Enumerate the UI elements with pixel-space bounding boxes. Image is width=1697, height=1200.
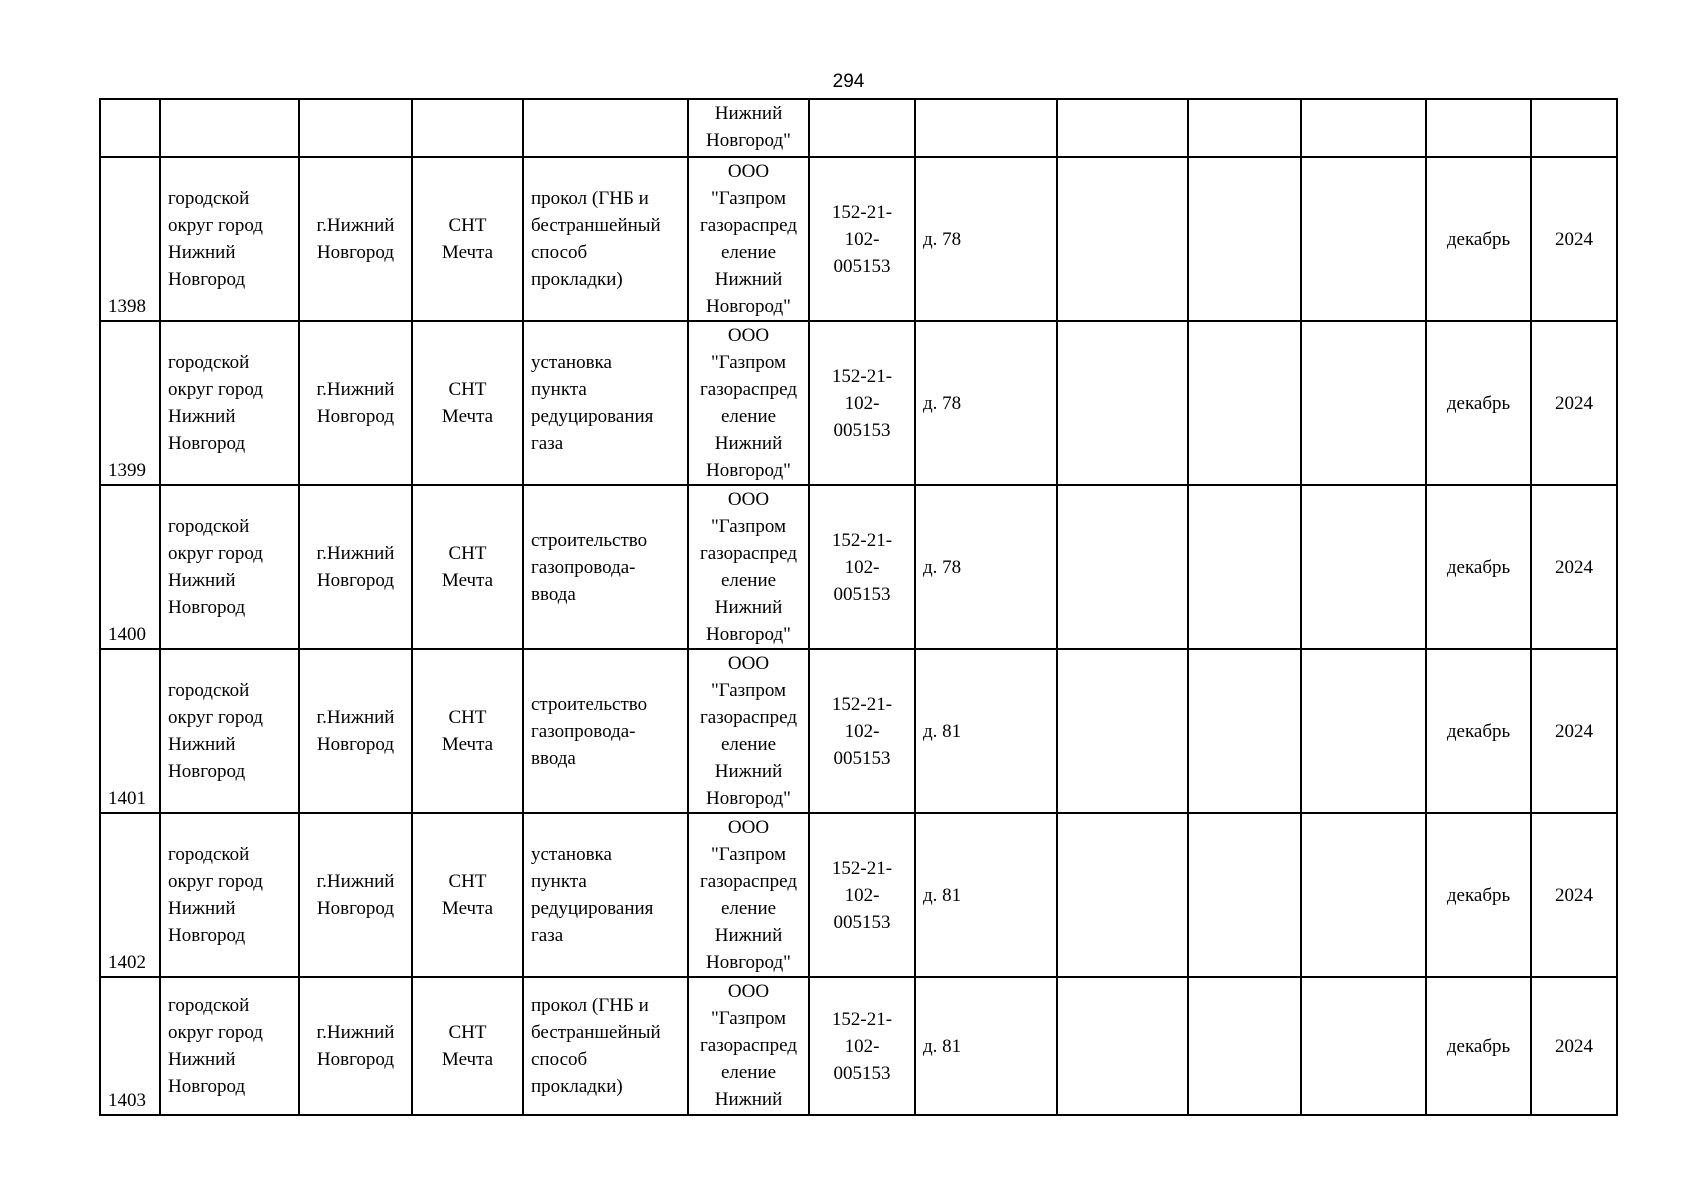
cell-empty-1: [1057, 321, 1188, 485]
cell-empty-2: [1188, 321, 1301, 485]
table-row: [100, 485, 1617, 649]
cell-year: 2024: [1531, 157, 1617, 321]
table-row: [100, 813, 1617, 977]
cell-district: городской округ город Нижний Новгород: [160, 813, 299, 977]
cell-year: [1531, 99, 1617, 157]
cell-num: 1403: [100, 977, 160, 1115]
cell-house: д. 81: [915, 977, 1057, 1115]
cell-num: 1402: [100, 813, 160, 977]
cell-work: прокол (ГНБ и бестраншейный способ прокладки): [523, 977, 688, 1115]
cell-empty-3: [1301, 977, 1426, 1115]
cell-month: декабрь: [1426, 485, 1531, 649]
cell-org: Нижний Новгород": [688, 99, 809, 157]
cell-org: ООО "Газпром газораспред еление Нижний Новгород": [688, 813, 809, 977]
cell-house: д. 81: [915, 813, 1057, 977]
cell-work: установка пункта редуцирования газа: [523, 321, 688, 485]
continuation-row: [100, 99, 1617, 157]
cell-year: 2024: [1531, 813, 1617, 977]
cell-work: строительство газопровода- ввода: [523, 649, 688, 813]
cell-empty-3: [1301, 485, 1426, 649]
cell-month: декабрь: [1426, 977, 1531, 1115]
cell-org: ООО "Газпром газораспред еление Нижний Новгород": [688, 157, 809, 321]
cell-empty-1: [1057, 157, 1188, 321]
cell-city: [299, 99, 412, 157]
cell-work: установка пункта редуцирования газа: [523, 813, 688, 977]
cell-empty-1: [1057, 649, 1188, 813]
cell-year: 2024: [1531, 485, 1617, 649]
cell-code: 152-21- 102- 005153: [809, 977, 915, 1115]
cell-settlement: СНТ Мечта: [412, 485, 523, 649]
cell-empty-1: [1057, 99, 1188, 157]
cell-settlement: СНТ Мечта: [412, 157, 523, 321]
cell-district: городской округ город Нижний Новгород: [160, 157, 299, 321]
cell-city: г.Нижний Новгород: [299, 157, 412, 321]
cell-district: городской округ город Нижний Новгород: [160, 977, 299, 1115]
cell-district: [160, 99, 299, 157]
register-table: [99, 98, 1618, 1116]
cell-month: [1426, 99, 1531, 157]
cell-empty-2: [1188, 485, 1301, 649]
cell-num: 1400: [100, 485, 160, 649]
cell-org: ООО "Газпром газораспред еление Нижний: [688, 977, 809, 1115]
cell-house: [915, 99, 1057, 157]
cell-district: городской округ город Нижний Новгород: [160, 485, 299, 649]
cell-empty-2: [1188, 813, 1301, 977]
cell-num: 1401: [100, 649, 160, 813]
cell-year: 2024: [1531, 977, 1617, 1115]
cell-org: ООО "Газпром газораспред еление Нижний Новгород": [688, 485, 809, 649]
cell-month: декабрь: [1426, 321, 1531, 485]
cell-empty-2: [1188, 977, 1301, 1115]
cell-num: 1399: [100, 321, 160, 485]
cell-house: д. 78: [915, 157, 1057, 321]
cell-empty-3: [1301, 649, 1426, 813]
cell-work: [523, 99, 688, 157]
cell-empty-3: [1301, 813, 1426, 977]
cell-empty-2: [1188, 649, 1301, 813]
table-row: [100, 649, 1617, 813]
cell-org: ООО "Газпром газораспред еление Нижний Новгород": [688, 649, 809, 813]
cell-city: г.Нижний Новгород: [299, 813, 412, 977]
table-row: [100, 157, 1617, 321]
cell-empty-2: [1188, 157, 1301, 321]
cell-month: декабрь: [1426, 649, 1531, 813]
table-row: [100, 977, 1617, 1115]
cell-house: д. 78: [915, 321, 1057, 485]
cell-empty-1: [1057, 977, 1188, 1115]
cell-month: декабрь: [1426, 813, 1531, 977]
cell-code: 152-21- 102- 005153: [809, 649, 915, 813]
cell-empty-2: [1188, 99, 1301, 157]
cell-house: д. 81: [915, 649, 1057, 813]
cell-district: городской округ город Нижний Новгород: [160, 321, 299, 485]
cell-code: 152-21- 102- 005153: [809, 485, 915, 649]
cell-code: [809, 99, 915, 157]
cell-settlement: СНТ Мечта: [412, 321, 523, 485]
cell-code: 152-21- 102- 005153: [809, 157, 915, 321]
cell-year: 2024: [1531, 321, 1617, 485]
table-row: [100, 321, 1617, 485]
cell-code: 152-21- 102- 005153: [809, 321, 915, 485]
cell-city: г.Нижний Новгород: [299, 649, 412, 813]
cell-month: декабрь: [1426, 157, 1531, 321]
cell-settlement: СНТ Мечта: [412, 813, 523, 977]
cell-num: 1398: [100, 157, 160, 321]
cell-empty-3: [1301, 157, 1426, 321]
cell-settlement: СНТ Мечта: [412, 977, 523, 1115]
cell-settlement: СНТ Мечта: [412, 649, 523, 813]
cell-settlement: [412, 99, 523, 157]
cell-house: д. 78: [915, 485, 1057, 649]
cell-city: г.Нижний Новгород: [299, 485, 412, 649]
cell-work: прокол (ГНБ и бестраншейный способ прокладки): [523, 157, 688, 321]
cell-code: 152-21- 102- 005153: [809, 813, 915, 977]
cell-empty-3: [1301, 321, 1426, 485]
cell-work: строительство газопровода- ввода: [523, 485, 688, 649]
cell-empty-1: [1057, 485, 1188, 649]
cell-city: г.Нижний Новгород: [299, 321, 412, 485]
cell-city: г.Нижний Новгород: [299, 977, 412, 1115]
cell-empty-3: [1301, 99, 1426, 157]
cell-num: [100, 99, 160, 157]
cell-empty-1: [1057, 813, 1188, 977]
cell-org: ООО "Газпром газораспред еление Нижний Новгород": [688, 321, 809, 485]
page-number: 294: [832, 71, 865, 92]
cell-district: городской округ город Нижний Новгород: [160, 649, 299, 813]
cell-year: 2024: [1531, 649, 1617, 813]
